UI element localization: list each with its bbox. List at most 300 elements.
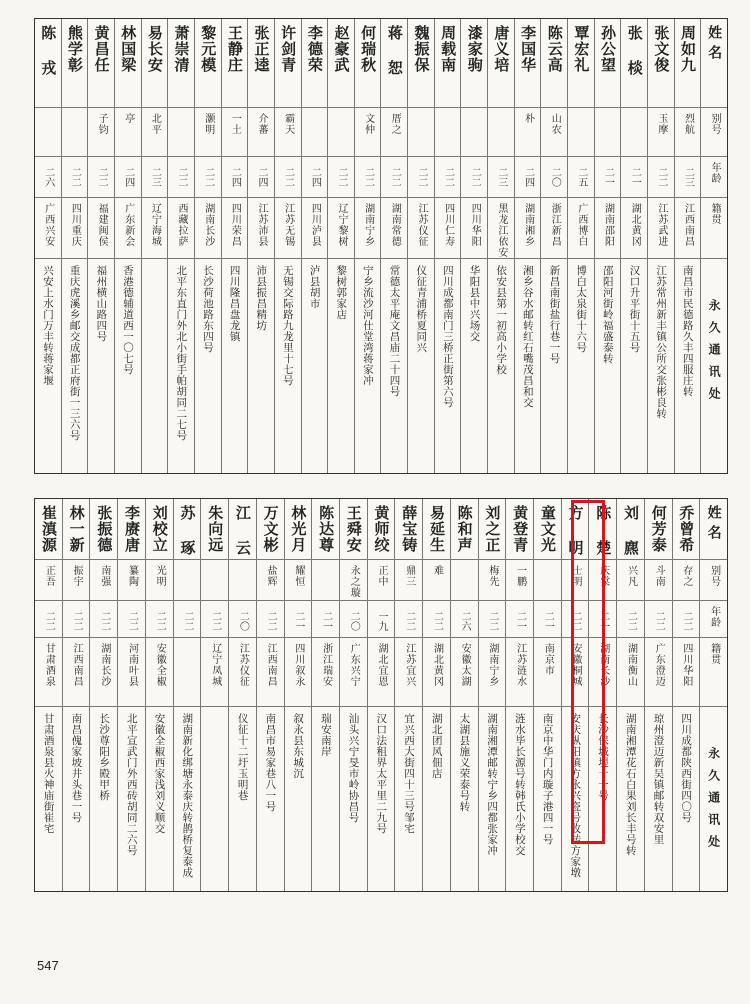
person-alias: 介蕃 — [256, 113, 268, 135]
person-alias-cell — [340, 560, 367, 601]
person-name-cell — [201, 499, 228, 560]
person-address: 依安县第一初高小学校 — [495, 265, 508, 375]
person-age: 二二 — [181, 611, 193, 631]
person-alias-cell — [506, 560, 533, 601]
person-age-cell — [257, 601, 284, 638]
person-age: 二二 — [96, 167, 108, 187]
person-alias-cell — [617, 560, 644, 601]
person-address: 宜兴西大街四十三号邹宅 — [402, 713, 415, 834]
person-address: 南京中华门内璇子港四一号 — [541, 713, 554, 845]
person-column — [505, 499, 533, 891]
person-name: 江 云 — [233, 505, 252, 556]
person-name: 陈云高 — [545, 25, 564, 73]
person-age: 二三 — [682, 167, 694, 187]
person-age: 二二 — [71, 611, 83, 631]
person-alias: 庆棠 — [597, 565, 609, 587]
person-alias-cell — [115, 108, 141, 157]
person-origin: 安徽全椒 — [154, 643, 166, 687]
person-alias-cell — [229, 560, 256, 601]
person-origin: 四川重庆 — [69, 203, 81, 247]
person-origin-cell — [617, 638, 644, 707]
person-address: 太湖县施义荣泰号转 — [458, 713, 471, 812]
person-address: 安庆枞阳镇方永兴瓷号收转方家墩 — [569, 713, 582, 878]
person-age-cell — [423, 601, 450, 638]
person-origin-cell — [395, 638, 422, 707]
person-address: 南昌市民德路久丰四服庄转 — [681, 265, 694, 397]
person-column — [594, 19, 621, 473]
person-address-cell — [142, 259, 168, 473]
person-origin: 四川叙永 — [292, 643, 304, 687]
person-origin-cell — [168, 198, 194, 259]
person-alias: 正中 — [376, 565, 388, 587]
person-name: 张振德 — [95, 505, 114, 553]
person-address-cell — [35, 707, 62, 891]
roster-table-top — [34, 18, 728, 474]
person-origin: 黑龙江依安 — [495, 203, 507, 258]
person-age: 二一 — [292, 611, 304, 631]
person-column — [87, 19, 114, 473]
person-column — [200, 499, 228, 891]
person-age-cell — [328, 157, 354, 198]
person-origin: 四川华阳 — [469, 203, 481, 247]
person-age: 二二 — [431, 611, 443, 631]
header-age: 年龄 — [709, 162, 721, 184]
person-name-cell — [340, 499, 367, 560]
person-address-cell — [312, 707, 339, 891]
person-address-cell — [648, 259, 674, 473]
person-origin: 辽宁海城 — [149, 203, 161, 247]
person-column — [434, 19, 461, 473]
person-column — [487, 19, 514, 473]
person-age-cell — [63, 601, 90, 638]
person-alias: 存之 — [680, 565, 692, 587]
person-origin: 江苏沛县 — [256, 203, 268, 247]
person-origin-cell — [248, 198, 274, 259]
person-column — [173, 499, 201, 891]
person-age-cell — [118, 601, 145, 638]
header-origin-cell — [700, 638, 727, 707]
person-address-cell — [621, 259, 647, 473]
person-origin: 浙江瑞安 — [320, 643, 332, 687]
person-origin: 四川华阳 — [680, 643, 692, 687]
header-alias-cell — [701, 108, 727, 157]
person-alias-cell — [368, 560, 395, 601]
person-column — [114, 19, 141, 473]
person-address-cell — [118, 707, 145, 891]
person-alias: 灏明 — [202, 113, 214, 135]
person-origin-cell — [142, 198, 168, 259]
person-name: 王静庄 — [225, 25, 244, 73]
person-age-cell — [355, 157, 381, 198]
person-alias-cell — [645, 560, 672, 601]
person-origin: 湖南常德 — [389, 203, 401, 247]
header-column — [700, 19, 727, 473]
person-name: 林一新 — [67, 505, 86, 553]
person-age-cell — [645, 601, 672, 638]
person-age: 二二 — [469, 167, 481, 187]
header-alias: 别号 — [709, 113, 721, 135]
person-name: 陈和声 — [455, 505, 474, 553]
person-age-cell — [142, 157, 168, 198]
person-alias-cell — [423, 560, 450, 601]
person-name: 周载南 — [439, 25, 458, 73]
person-origin-cell — [673, 638, 700, 707]
header-name: 姓名 — [706, 25, 723, 65]
person-alias-cell — [195, 108, 221, 157]
person-age-cell — [435, 157, 461, 198]
person-name: 李赓唐 — [123, 505, 142, 553]
person-age: 二一 — [514, 611, 526, 631]
person-address: 宁乡流沙河仕堂湾蒋家冲 — [361, 265, 374, 386]
person-alias: 烈航 — [682, 113, 694, 135]
header-age-cell — [700, 601, 727, 638]
person-alias: 斗南 — [653, 565, 665, 587]
person-alias-cell — [63, 560, 90, 601]
person-age: 二〇 — [348, 611, 360, 631]
person-alias-cell — [275, 108, 301, 157]
roster-table-bottom — [34, 498, 728, 892]
person-name: 刘之正 — [483, 505, 502, 553]
person-origin: 湖南长沙 — [98, 643, 110, 687]
person-name-cell — [648, 19, 674, 108]
person-origin: 江苏涟水 — [514, 643, 526, 687]
person-alias-cell — [451, 560, 478, 601]
person-alias-cell — [62, 108, 88, 157]
person-name: 乔曾希 — [677, 505, 696, 553]
person-name-cell — [451, 499, 478, 560]
person-origin-cell — [328, 198, 354, 259]
person-column — [533, 499, 561, 891]
person-address-cell — [381, 259, 407, 473]
person-age: 二二 — [69, 167, 81, 187]
person-age: 二二 — [389, 167, 401, 187]
person-origin: 湖北宜恩 — [376, 643, 388, 687]
person-origin: 广西博白 — [575, 203, 587, 247]
person-address-cell — [115, 259, 141, 473]
person-address: 长沙尊阳乡殿甲桥 — [98, 713, 111, 801]
person-address-cell — [534, 707, 561, 891]
person-name: 萧崇清 — [172, 25, 191, 73]
person-origin: 广东新会 — [122, 203, 134, 247]
person-age: 二二 — [403, 611, 415, 631]
person-column — [620, 19, 647, 473]
person-address: 北平东直门外北小街手帕胡同二七号 — [175, 265, 188, 441]
person-name-cell — [229, 499, 256, 560]
person-age: 二〇 — [549, 167, 561, 187]
person-origin-cell — [302, 198, 328, 259]
person-age-cell — [479, 601, 506, 638]
person-name: 唐义培 — [492, 25, 511, 73]
person-address: 四川成都南门三桥正街第六号 — [441, 265, 454, 408]
person-column — [380, 19, 407, 473]
person-name-cell — [118, 499, 145, 560]
person-name-cell — [541, 19, 567, 108]
person-age-cell — [408, 157, 434, 198]
person-age-cell — [168, 157, 194, 198]
person-address: 湖南新化绑塘永泰庆转鹊桥复泰成 — [181, 713, 194, 878]
person-address: 湖南湘潭邮转宁乡四都张家冲 — [486, 713, 499, 856]
person-origin-cell — [408, 198, 434, 259]
person-address-cell — [479, 707, 506, 891]
person-origin-cell — [541, 198, 567, 259]
page-number: 547 — [37, 958, 59, 973]
person-origin-cell — [63, 638, 90, 707]
person-address-cell — [146, 707, 173, 891]
person-address: 南昌市易家巷八一号 — [264, 713, 277, 812]
header-name-cell — [700, 499, 727, 560]
person-alias-cell — [673, 560, 700, 601]
person-column — [540, 19, 567, 473]
person-alias: 南强 — [98, 565, 110, 587]
person-address-cell — [201, 707, 228, 891]
person-alias: 永之璇 — [348, 565, 360, 598]
person-name-cell — [312, 499, 339, 560]
person-alias-cell — [146, 560, 173, 601]
person-name-cell — [675, 19, 701, 108]
person-origin-cell — [675, 198, 701, 259]
person-address: 博白太泉街十六号 — [575, 265, 588, 353]
person-name: 赵豪武 — [332, 25, 351, 73]
person-name-cell — [174, 499, 201, 560]
person-address-cell — [62, 259, 88, 473]
person-name-cell — [368, 499, 395, 560]
person-name-cell — [168, 19, 194, 108]
person-age: 二二 — [362, 167, 374, 187]
person-name-cell — [275, 19, 301, 108]
person-name: 刘 麃 — [621, 505, 640, 556]
person-alias: 一鹏 — [514, 565, 526, 587]
person-origin: 广东兴宁 — [348, 643, 360, 687]
person-alias: 正吾 — [43, 565, 55, 587]
person-alias-cell — [302, 108, 328, 157]
person-name: 蒋 恕 — [385, 25, 404, 76]
person-alias: 兴凡 — [625, 565, 637, 587]
person-name: 黄师绞 — [372, 505, 391, 553]
person-address: 重庆虎溪乡邮交成都正府街一三六号 — [68, 265, 81, 441]
person-name-cell — [381, 19, 407, 108]
person-origin-cell — [146, 638, 173, 707]
person-origin: 江苏仪征 — [415, 203, 427, 247]
person-origin-cell — [368, 638, 395, 707]
person-address: 汕头兴宁旻市岭协昌号 — [347, 713, 360, 823]
person-origin: 江苏宜兴 — [403, 643, 415, 687]
person-name: 易长安 — [145, 25, 164, 73]
person-age-cell — [506, 601, 533, 638]
person-origin: 广西兴安 — [42, 203, 54, 247]
person-origin: 南京市 — [542, 643, 554, 676]
person-name-cell — [515, 19, 541, 108]
header-age: 年龄 — [708, 606, 720, 628]
person-origin: 四川荣昌 — [229, 203, 241, 247]
person-origin-cell — [355, 198, 381, 259]
person-column — [672, 499, 700, 891]
person-age: 二二 — [655, 167, 667, 187]
person-column — [460, 19, 487, 473]
person-name-cell — [435, 19, 461, 108]
person-name-cell — [395, 499, 422, 560]
person-address: 四川隆昌盘龙镇 — [228, 265, 241, 342]
person-name-cell — [621, 19, 647, 108]
person-alias-cell — [312, 560, 339, 601]
person-name-cell — [595, 19, 621, 108]
person-age: 二六 — [42, 167, 54, 187]
person-alias: 鼎三 — [403, 565, 415, 587]
person-address: 华阳县中兴场交 — [468, 265, 481, 342]
person-origin-cell — [88, 198, 114, 259]
person-address: 甘肃酒泉县火神庙街崔宅 — [42, 713, 55, 834]
person-name-cell — [115, 19, 141, 108]
person-age: 二二 — [98, 611, 110, 631]
person-age: 二四 — [522, 167, 534, 187]
person-name: 林光月 — [289, 505, 308, 553]
person-name: 薛宝铸 — [400, 505, 419, 553]
person-address: 香港德辅道西一〇七号 — [121, 265, 134, 375]
header-age-cell — [701, 157, 727, 198]
person-column — [311, 499, 339, 891]
person-origin-cell — [621, 198, 647, 259]
person-column — [221, 19, 248, 473]
person-origin: 浙江新昌 — [549, 203, 561, 247]
person-name: 陈达尊 — [317, 505, 336, 553]
person-name-cell — [645, 499, 672, 560]
person-alias: 士明 — [570, 565, 582, 587]
person-origin-cell — [451, 638, 478, 707]
person-origin-cell — [222, 198, 248, 259]
person-age: 二一 — [597, 611, 609, 631]
person-age-cell — [621, 157, 647, 198]
person-address: 琼州澄迈新吴镇邮转双安里 — [652, 713, 665, 845]
person-origin: 福建闽侯 — [96, 203, 108, 247]
person-name: 周如九 — [679, 25, 698, 73]
person-origin-cell — [115, 198, 141, 259]
person-address-cell — [451, 707, 478, 891]
person-alias: 厝之 — [389, 113, 401, 135]
person-address-cell — [88, 259, 114, 473]
person-address-cell — [302, 259, 328, 473]
person-age-cell — [673, 601, 700, 638]
person-age: 二一 — [602, 167, 614, 187]
person-name-cell — [195, 19, 221, 108]
person-name-cell — [328, 19, 354, 108]
person-alias-cell — [142, 108, 168, 157]
person-address: 沛县振昌精坊 — [255, 265, 268, 331]
person-age: 二二 — [625, 611, 637, 631]
person-address-cell — [568, 259, 594, 473]
person-address: 四川成都陕西街四〇号 — [680, 713, 693, 823]
person-address-cell — [229, 707, 256, 891]
person-name: 陈 楚 — [594, 505, 613, 556]
person-alias-cell — [328, 108, 354, 157]
person-alias-cell — [248, 108, 274, 157]
person-origin: 江苏仪征 — [237, 643, 249, 687]
person-column — [284, 499, 312, 891]
person-origin: 江西南昌 — [71, 643, 83, 687]
person-name-cell — [534, 499, 561, 560]
person-name-cell — [408, 19, 434, 108]
person-address: 邵阳河街岭福盛泰转 — [601, 265, 614, 364]
person-address: 江苏常州新丰镇公所交张彬良转 — [655, 265, 668, 419]
person-origin-cell — [381, 198, 407, 259]
person-column — [35, 19, 61, 473]
header-column — [699, 499, 727, 891]
person-age: 二二 — [442, 167, 454, 187]
person-name: 万文彬 — [261, 505, 280, 553]
person-age-cell — [340, 601, 367, 638]
person-age-cell — [312, 601, 339, 638]
person-age-cell — [115, 157, 141, 198]
person-name-cell — [146, 499, 173, 560]
person-address-cell — [355, 259, 381, 473]
person-name-cell — [479, 499, 506, 560]
person-column — [616, 499, 644, 891]
person-address: 新昌南街盐行巷一号 — [548, 265, 561, 364]
person-name: 刘校立 — [150, 505, 169, 553]
person-origin-cell — [340, 638, 367, 707]
person-age-cell — [368, 601, 395, 638]
person-name-cell — [63, 499, 90, 560]
person-origin-cell — [568, 198, 594, 259]
person-age-cell — [35, 157, 61, 198]
person-alias: 玉摩 — [655, 113, 667, 135]
person-column — [167, 19, 194, 473]
person-alias-cell — [595, 108, 621, 157]
person-origin-cell — [515, 198, 541, 259]
person-age: 二二 — [265, 611, 277, 631]
person-origin-cell — [506, 638, 533, 707]
person-name-cell — [355, 19, 381, 108]
person-alias-cell — [88, 108, 114, 157]
person-age: 二五 — [575, 167, 587, 187]
person-origin: 甘肃酒泉 — [43, 643, 55, 687]
person-name-cell — [506, 499, 533, 560]
person-address: 仪征青浦桥夏同兴 — [415, 265, 428, 353]
person-alias-cell — [408, 108, 434, 157]
person-origin-cell — [118, 638, 145, 707]
person-address-cell — [461, 259, 487, 473]
person-address: 仪征十二圩玉明巷 — [236, 713, 249, 801]
person-origin-cell — [174, 638, 201, 707]
person-age-cell — [515, 157, 541, 198]
person-alias-cell — [479, 560, 506, 601]
person-address-cell — [645, 707, 672, 891]
person-name: 张文俊 — [652, 25, 671, 73]
person-name: 张 棪 — [625, 25, 644, 76]
person-address-cell — [222, 259, 248, 473]
person-name: 魏振保 — [412, 25, 431, 73]
person-name: 黄登青 — [511, 505, 530, 553]
person-address-cell — [257, 707, 284, 891]
person-alias: 耀恒 — [292, 565, 304, 587]
person-age: 二四 — [256, 167, 268, 187]
person-age-cell — [201, 601, 228, 638]
person-alias: 子钧 — [96, 113, 108, 135]
person-age-cell — [488, 157, 514, 198]
person-column — [145, 499, 173, 891]
person-address: 长沙保城堤十一号 — [597, 713, 610, 801]
person-origin: 湖南邵阳 — [602, 203, 614, 247]
person-origin: 湖南湘乡 — [522, 203, 534, 247]
person-column — [478, 499, 506, 891]
person-address: 叙永县东城沉 — [292, 713, 305, 779]
person-age-cell — [229, 601, 256, 638]
person-origin-cell — [648, 198, 674, 259]
header-origin: 籍贯 — [709, 203, 721, 225]
person-alias-cell — [541, 108, 567, 157]
person-age: 二二 — [126, 611, 138, 631]
person-address-cell — [395, 707, 422, 891]
person-origin-cell — [645, 638, 672, 707]
person-age: 二二 — [282, 167, 294, 187]
